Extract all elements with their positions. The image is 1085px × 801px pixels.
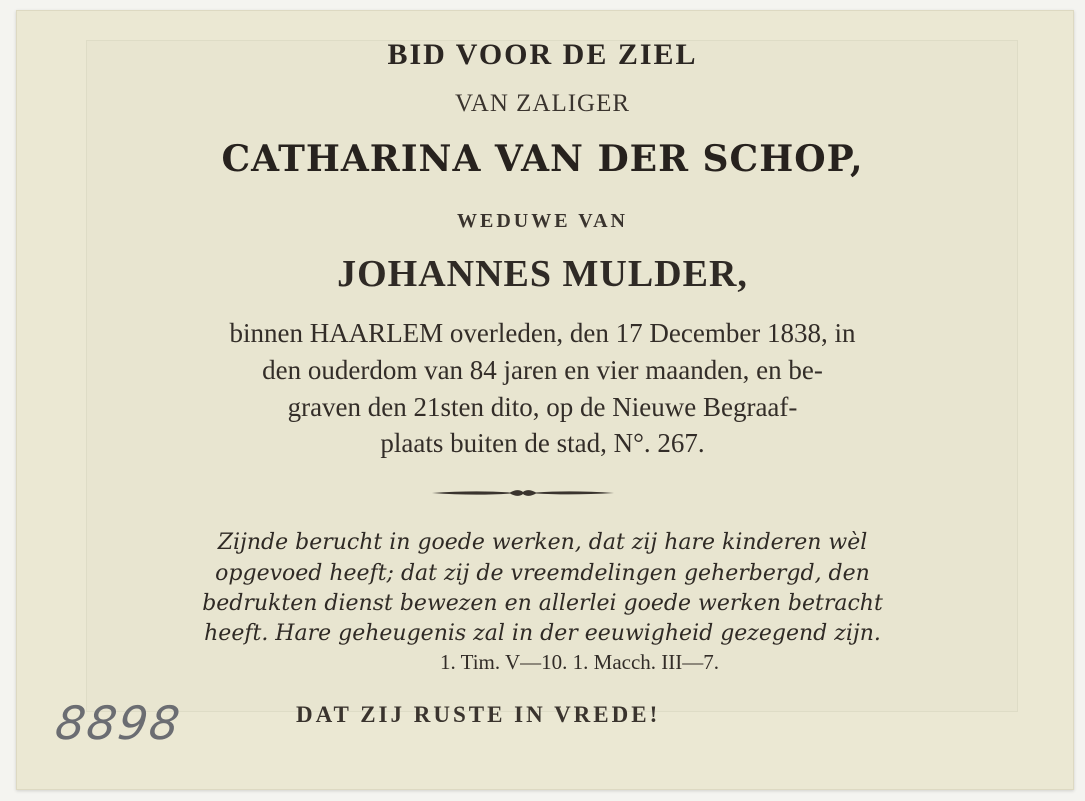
closing-phrase: DAT ZIJ RUSTE IN VREDE! <box>296 702 661 727</box>
card-subheading: VAN ZALIGER <box>454 90 631 117</box>
ornament-divider-icon <box>430 486 616 500</box>
body-line-4: plaats buiten de stad, N°. 267. <box>380 428 705 458</box>
body-line-3: graven den 21sten dito, op de Nieuwe Begraaf- <box>287 392 798 422</box>
verse-line-4: heeft. Hare geheugenis zal in der eeuwigheid gezegend zijn. <box>204 621 881 646</box>
card-heading: BID VOOR DE ZIEL <box>387 38 698 71</box>
relation-label: WEDUWE VAN <box>457 210 628 232</box>
handwritten-inventory-number: 8898 <box>52 696 185 750</box>
body-line-1: binnen HAARLEM overleden, den 17 December 1838, in <box>229 318 856 348</box>
verse-line-3: bedrukten dienst bewezen en allerlei goede werken betracht <box>202 591 883 616</box>
deceased-name: CATHARINA VAN DER SCHOP, <box>221 138 864 180</box>
verse-line-1: Zijnde berucht in goede werken, dat zij hare kinderen wèl <box>217 530 868 555</box>
verse-line-2: opgevoed heeft; dat zij de vreemdelingen geherbergd, den <box>215 561 870 586</box>
body-line-2: den ouderdom van 84 jaren en vier maanden, en be- <box>262 355 823 385</box>
verse-reference: 1. Tim. V—10. 1. Macch. III—7. <box>440 650 720 674</box>
spouse-name: JOHANNES MULDER, <box>337 253 748 295</box>
